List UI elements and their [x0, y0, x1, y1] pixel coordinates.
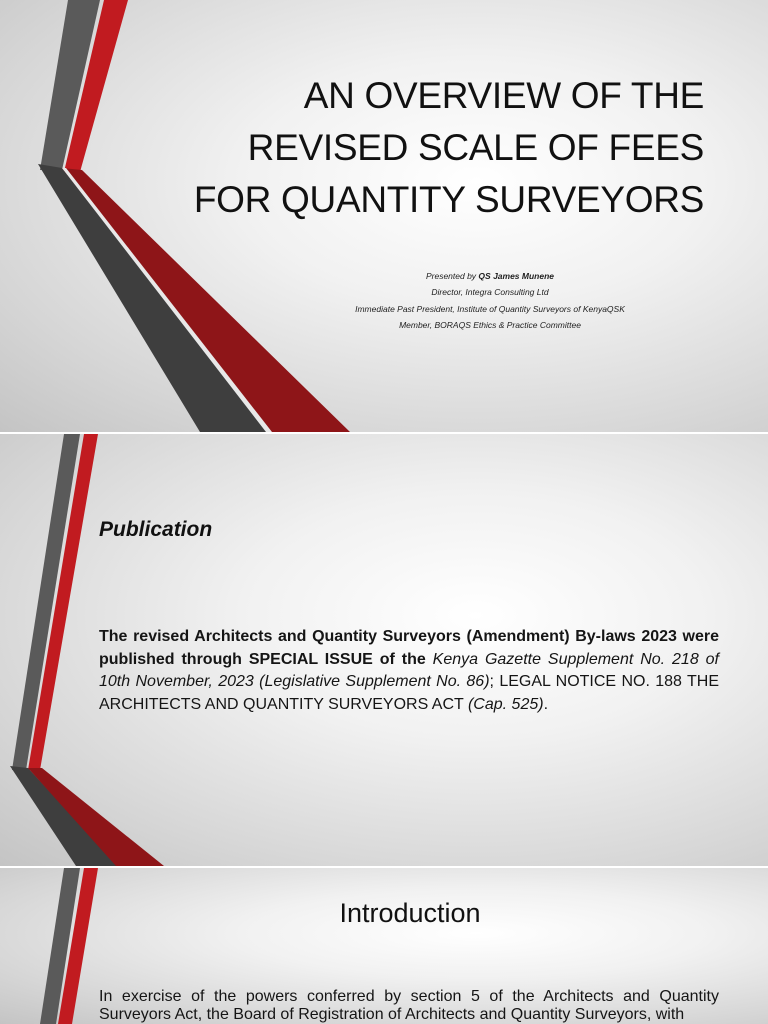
presenter-name: QS James Munene	[478, 271, 555, 281]
presenter-block	[290, 268, 690, 334]
presenter-role-1: Director, Integra Consulting Ltd	[431, 287, 549, 298]
presented-by-label: Presented by	[425, 271, 479, 281]
body-end: .	[543, 695, 549, 713]
publication-heading: Publication	[99, 518, 213, 541]
presenter-role-3: Member, BORAQS Ethics & Practice Committee	[399, 320, 581, 331]
legal-notice-text: ; LEGAL NOTICE NO. 188 THE ARCHITECTS AND QUANTITY SURVEYORS ACT	[99, 673, 719, 713]
publication-slide	[0, 434, 768, 866]
grey-stripe-bottom	[10, 766, 118, 866]
cap-reference: (Cap. 525)	[467, 695, 544, 713]
introduction-slide	[0, 868, 768, 1024]
presenter-line	[290, 268, 690, 284]
title-line-3: FOR QUANTITY SURVEYORS	[193, 179, 704, 220]
introduction-body: In exercise of the powers conferred by section 5 of the Architects and Quantity Surveyors Act, the Board of Registration of Architects and Quantity Surveyors, with	[99, 988, 719, 1023]
gazette-reference: Kenya Gazette Supplement No. 218 of 10th November, 2023 (Legislative Supplement No. 86)	[99, 650, 719, 691]
body-bold-text: The revised Architects and Quantity Surveyors (Amendment) By-laws 2023 were published through SPECIAL ISSUE of the	[99, 628, 719, 668]
title-line-1: AN OVERVIEW OF THE	[303, 75, 704, 116]
presentation-title	[64, 70, 704, 226]
presenter-role-2: Immediate Past President, Institute of Quantity Surveyors of KenyaQSK	[355, 303, 625, 314]
publication-body	[99, 626, 719, 716]
title-slide	[0, 0, 768, 432]
title-line-2: REVISED SCALE OF FEES	[247, 127, 704, 168]
introduction-heading: Introduction	[339, 898, 481, 928]
